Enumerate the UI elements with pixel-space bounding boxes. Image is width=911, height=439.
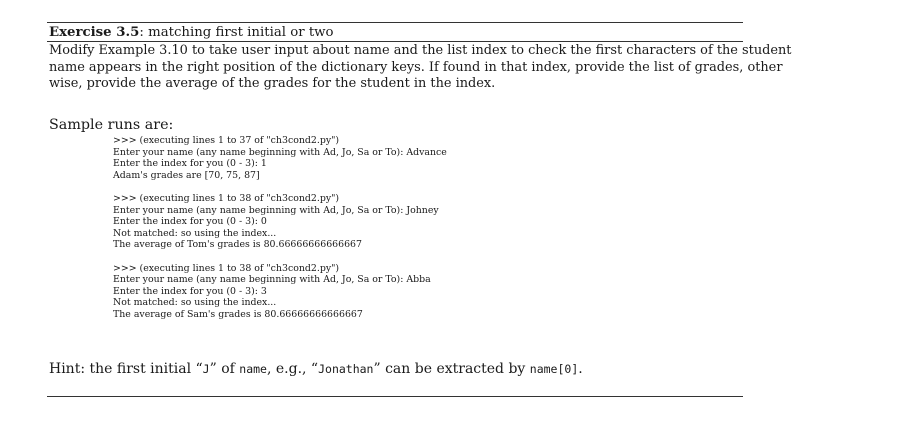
sample-runs-heading: Sample runs are: (49, 117, 174, 133)
run-line: Adam's grades are [70, 75, 87] (113, 169, 260, 181)
title-rule (47, 41, 743, 42)
run-line: >>> (executing lines 1 to 38 of "ch3cond2.py") (113, 193, 340, 204)
run-line: The average of Tom's grades is 80.66666666666667 (113, 239, 362, 250)
run-line: Not matched: so using the index... (113, 227, 277, 239)
sample-run (113, 193, 673, 251)
run-line: Not matched: so using the index... (113, 297, 277, 308)
hint-var-name: name (239, 362, 267, 376)
run-line: >>> (executing lines 1 to 38 of "ch3cond2.py") (113, 262, 340, 274)
hint-initial: J (202, 362, 210, 376)
run-line: >>> (executing lines 1 to 37 of "ch3cond2.py") (113, 135, 340, 146)
run-line: Enter your name (any name beginning with Ad, Jo, Sa or To): Abba (113, 274, 431, 285)
run-line: Enter the index for you (0 - 3): 3 (113, 285, 267, 297)
description-line: wise, provide the average of the grades for the student in the index. (49, 76, 496, 91)
hint-example: Jonathan (318, 362, 374, 376)
exercise-box (47, 22, 792, 402)
hint-prefix: Hint: the first initial “ (49, 361, 203, 377)
sample-run (113, 263, 673, 321)
exercise-description (49, 43, 792, 93)
run-line: Enter your name (any name beginning with Ad, Jo, Sa or To): Johney (113, 204, 439, 216)
hint-middle: ” can be extracted by (373, 361, 530, 377)
run-line: The average of Sam's grades is 80.66666666666667 (113, 308, 363, 320)
hint-text (49, 361, 583, 378)
description-line: Modify Example 3.10 to take user input about name and the list index to check the first characters of the student (49, 43, 792, 58)
exercise-title-text: : matching first initial or two (139, 25, 334, 40)
hint-suffix: . (578, 361, 583, 377)
description-line: name appears in the right position of the dictionary keys. If found in that index, provide the list of grades, other (49, 59, 783, 75)
run-line: Enter the index for you (0 - 3): 0 (113, 216, 267, 227)
exercise-title (49, 25, 334, 40)
hint-middle: , e.g., “ (266, 361, 319, 377)
run-line: Enter your name (any name beginning with Ad, Jo, Sa or To): Advance (113, 146, 447, 158)
top-rule (47, 22, 743, 23)
exercise-label: Exercise 3.5 (49, 25, 140, 40)
hint-expression: name[0] (529, 362, 579, 376)
bottom-rule (47, 396, 743, 397)
hint-middle: ” of (209, 361, 240, 377)
run-line: Enter the index for you (0 - 3): 1 (113, 158, 267, 169)
sample-run (113, 135, 673, 181)
sample-runs (113, 135, 673, 332)
